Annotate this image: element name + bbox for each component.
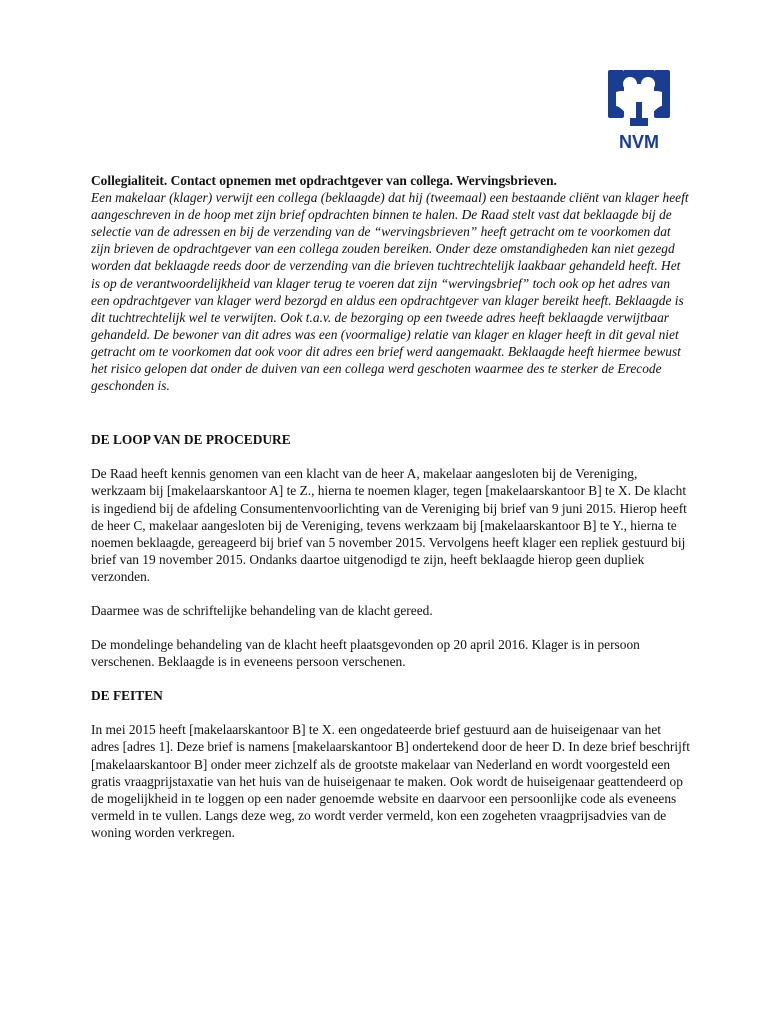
logo-head-right [641, 77, 655, 91]
logo-head-left [623, 77, 637, 91]
spacer [91, 448, 691, 465]
logo-text: NVM [619, 132, 659, 150]
spacer [91, 394, 691, 414]
nvm-logo [608, 70, 670, 150]
procedure-paragraph-2: Daarmee was de schriftelijke behandeling van de klacht gereed. [91, 602, 433, 618]
spacer [91, 704, 691, 721]
spacer [91, 670, 691, 687]
spacer [91, 619, 691, 636]
spacer [91, 585, 691, 602]
procedure-paragraph-1: De Raad heeft kennis genomen van een klacht van de heer A, makelaar aangesloten bij de Vereniging, werkzaam bij [makelaarskantoor A] te Z., hierna te noemen klager, tegen [makelaarskantoor B] te X. De klacht is ingediend bij de afdeling Consumentenvoorlichting van de Vereniging bij brief van 9 juni 2015. Hierop heeft de heer C, makelaar aangesloten bij de Vereniging, tevens werkzaam bij [makelaarskantoor B] te Y., hierna te noemen beklaagde, gereageerd bij brief van 5 november 2015. Vervolgens heeft klager een repliek gestuurd bij brief van 19 november 2015. Ondanks daartoe uitgenodigd te zijn, heeft beklaagde hierop geen dupliek verzonden. [91, 466, 687, 584]
document-body [91, 172, 691, 841]
spacer [91, 414, 691, 431]
procedure-paragraph-3: De mondelinge behandeling van de klacht heeft plaatsgevonden op 20 april 2016. Klager is in persoon verschenen. Beklaagde is in eveneens persoon verschenen. [91, 637, 640, 670]
feiten-paragraph-1: In mei 2015 heeft [makelaarskantoor B] te X. een ongedateerde brief gestuurd aan de huiseigenaar van het adres [adres 1]. Deze brief is namens [makelaarskantoor B] ondertekend door de heer D. In deze brief beschrijft [makelaarskantoor B] onder meer zichzelf als de grootste makelaar van Nederland en wordt voorgesteld een gratis vraagprijstaxatie van het huis van de huiseigenaar te maken. Ook wordt de huiseigenaar geattendeerd op de mogelijkheid in te loggen op een nader genoemde website en daarvoor een persoonlijke code als eveneens vermeld in te vullen. Langs deze weg, zo wordt verder vermeld, kon een zogeheten vraagprijsadvies van de woning worden verkregen. [91, 722, 690, 840]
case-summary: Een makelaar (klager) verwijt een collega (beklaagde) dat hij (tweemaal) een bestaande cliënt van klager heeft aangeschreven in de hoop met zijn brief opdrachten binnen te halen. De Raad stelt vast dat beklaagde bij de selectie van de adressen en bij de verzending van de “wervingsbrieven” heeft getracht om te voorkomen dat zijn brieven de opdrachtgever van een collega zouden bereiken. Onder deze omstandigheden kan niet gezegd worden dat beklaagde reeds door de verzending van die brieven tuchtrechtelijk laakbaar gehandeld heeft. Het is op de verantwoordelijkheid van klager terug te voeren dat zijn “wervingsbrief” toch ook op het adres van een opdrachtgever van klager werd bezorgd en aldus een opdrachtgever van klager bereikt heeft. Beklaagde is dit tuchtrechtelijk wel te verwijten. Ook t.a.v. de bezorging op een tweede adres heeft beklaagde verwijtbaar gehandeld. De bewoner van dit adres was een (voormalige) relatie van klager en klager heeft in dit geval niet getracht om te voorkomen dat ook voor dit adres een brief werd aangemaakt. Beklaagde heeft hiermee bewust het risico gelopen dat onder de duiven van een collega werd geschoten waarmee des te sterker de Erecode geschonden is. [91, 190, 689, 394]
section-heading-procedure: DE LOOP VAN DE PROCEDURE [91, 432, 291, 448]
section-heading-feiten: DE FEITEN [91, 688, 163, 704]
document-title: Collegialiteit. Contact opnemen met opdrachtgever van collega. Wervingsbrieven. [91, 173, 557, 188]
